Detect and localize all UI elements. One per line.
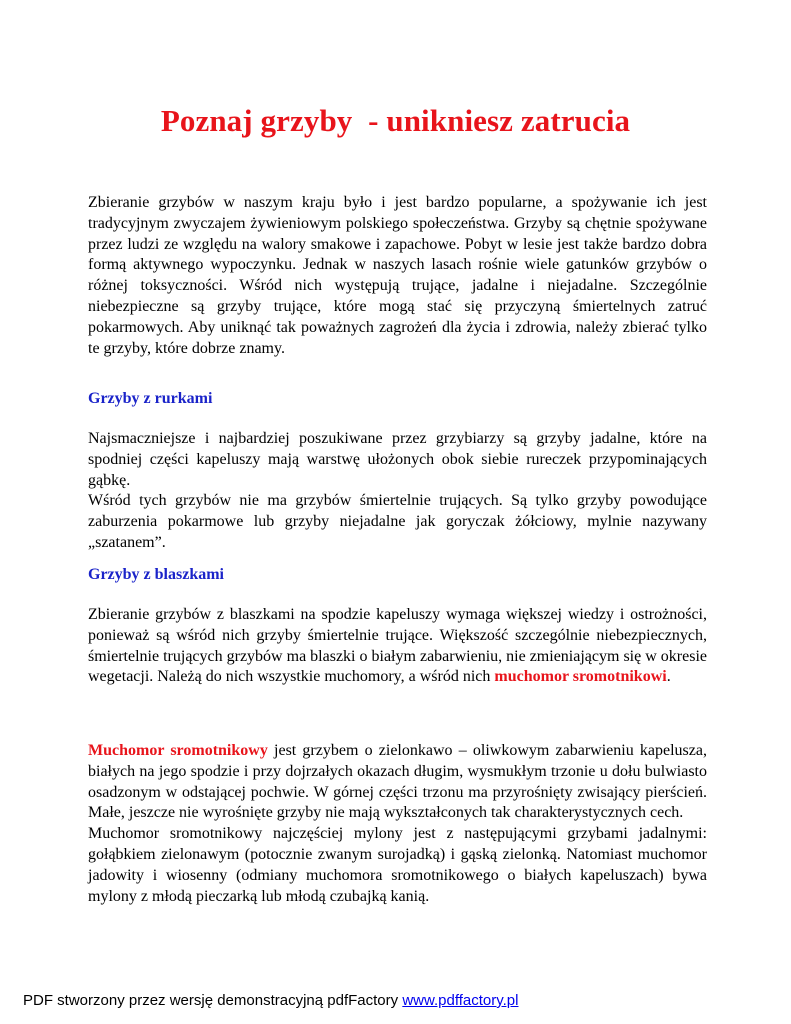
deathcap-paragraph-1 bbox=[88, 741, 707, 824]
intro-text: Zbieranie grzybów w naszym kraju było i jest bardzo popularne, a spożywanie ich jest tradycyjnym zwyczajem żywieniowym polskiego społeczeństwa. Grzyby są chętnie spożywane przez ludzi ze względu na walory smakowe i zapachowe. Pobyt w lesie jest także bardzo dobra formą aktywnego wypoczynku. Jednak w naszych lasach rośnie wiele gatunków grzybów o różnej toksyczności. Wśród nich występują trujące, jadalne i niejadalne. Szczególnie niebezpieczne są grzyby trujące, które mogą stać się przyczyną śmiertelnych zatruć pokarmowych. Aby uniknąć tak poważnych zagrożeń dla życia i zdrowia, należy zbierać tylko te grzyby, które dobrze znamy. bbox=[88, 194, 707, 357]
section-tubes-paragraph-2: Wśród tych grzybów nie ma grzybów śmiertelnie trujących. Są tylko grzyby powodujące zaburzenia pokarmowe lub grzyby niejadalne jak goryczak żółciowy, mylnie nazywany „szatanem”. bbox=[88, 492, 707, 551]
deathcap-paragraph-2: Muchomor sromotnikowy najczęściej mylony jest z następującymi grzybami jadalnymi: gołąbkiem zielonawym (potocznie zwanym surojadką) i gąską zielonką. Natomiast muchomor jadowity i wiosenny (odmiany muchomora sromotnikowego o białych kapeluszach) bywa mylony z młodą pieczarką lub młodą czubajką kanią. bbox=[88, 825, 707, 905]
footer-link[interactable]: www.pdffactory.pl bbox=[402, 992, 519, 1009]
section-heading-gills: Grzyby z blaszkami bbox=[88, 566, 224, 583]
footer-text: PDF stworzony przez wersję demonstracyjną pdfFactory bbox=[23, 992, 403, 1009]
section-deathcap-body bbox=[88, 741, 707, 907]
intro-paragraph bbox=[88, 193, 707, 359]
gills-highlight: muchomor sromotnikowi bbox=[494, 668, 667, 686]
gills-text: Zbieranie grzybów z blaszkami na spodzie kapeluszy wymaga większej wiedzy i ostrożności, ponieważ są wśród nich grzyby śmiertelnie trujące. Większość szczególnie niebezpiecznych, śmiertelnie trujących grzybów ma blaszki o białym zabarwieniu, nie zmieniającym się w okresie wegetacji. Należą do nich wszystkie muchomory, a wśród nich bbox=[88, 606, 707, 686]
gills-end: . bbox=[666, 668, 671, 686]
deathcap-highlight: Muchomor sromotnikowy bbox=[88, 742, 268, 759]
deathcap-text: jest grzybem o zielonkawo – oliwkowym zabarwieniu kapelusza, białych na jego spodzie i przy dojrzałych okazach długim, wysmukłym trzonie u dołu bulwiasto osadzonym w odstającej pochwie. W górnej części trzonu ma przyrośnięty zwisający pierścień. Małe, jeszcze nie wyrośnięte grzyby nie mają wykształconych tak charakterystycznych cech. bbox=[88, 742, 707, 822]
footer bbox=[23, 992, 518, 1009]
section-gills-body bbox=[88, 605, 707, 688]
page-title: Poznaj grzyby - unikniesz zatrucia bbox=[160, 103, 631, 138]
section-tubes-paragraph-1: Najsmaczniejsze i najbardziej poszukiwane przez grzybiarzy są grzyby jadalne, które na spodniej części kapeluszy mają warstwę ułożonych obok siebie rureczek przypominających gąbkę. bbox=[88, 430, 707, 489]
section-gills-paragraph bbox=[88, 605, 707, 688]
section-heading-tubes: Grzyby z rurkami bbox=[88, 390, 213, 407]
section-tubes-body bbox=[88, 429, 707, 554]
